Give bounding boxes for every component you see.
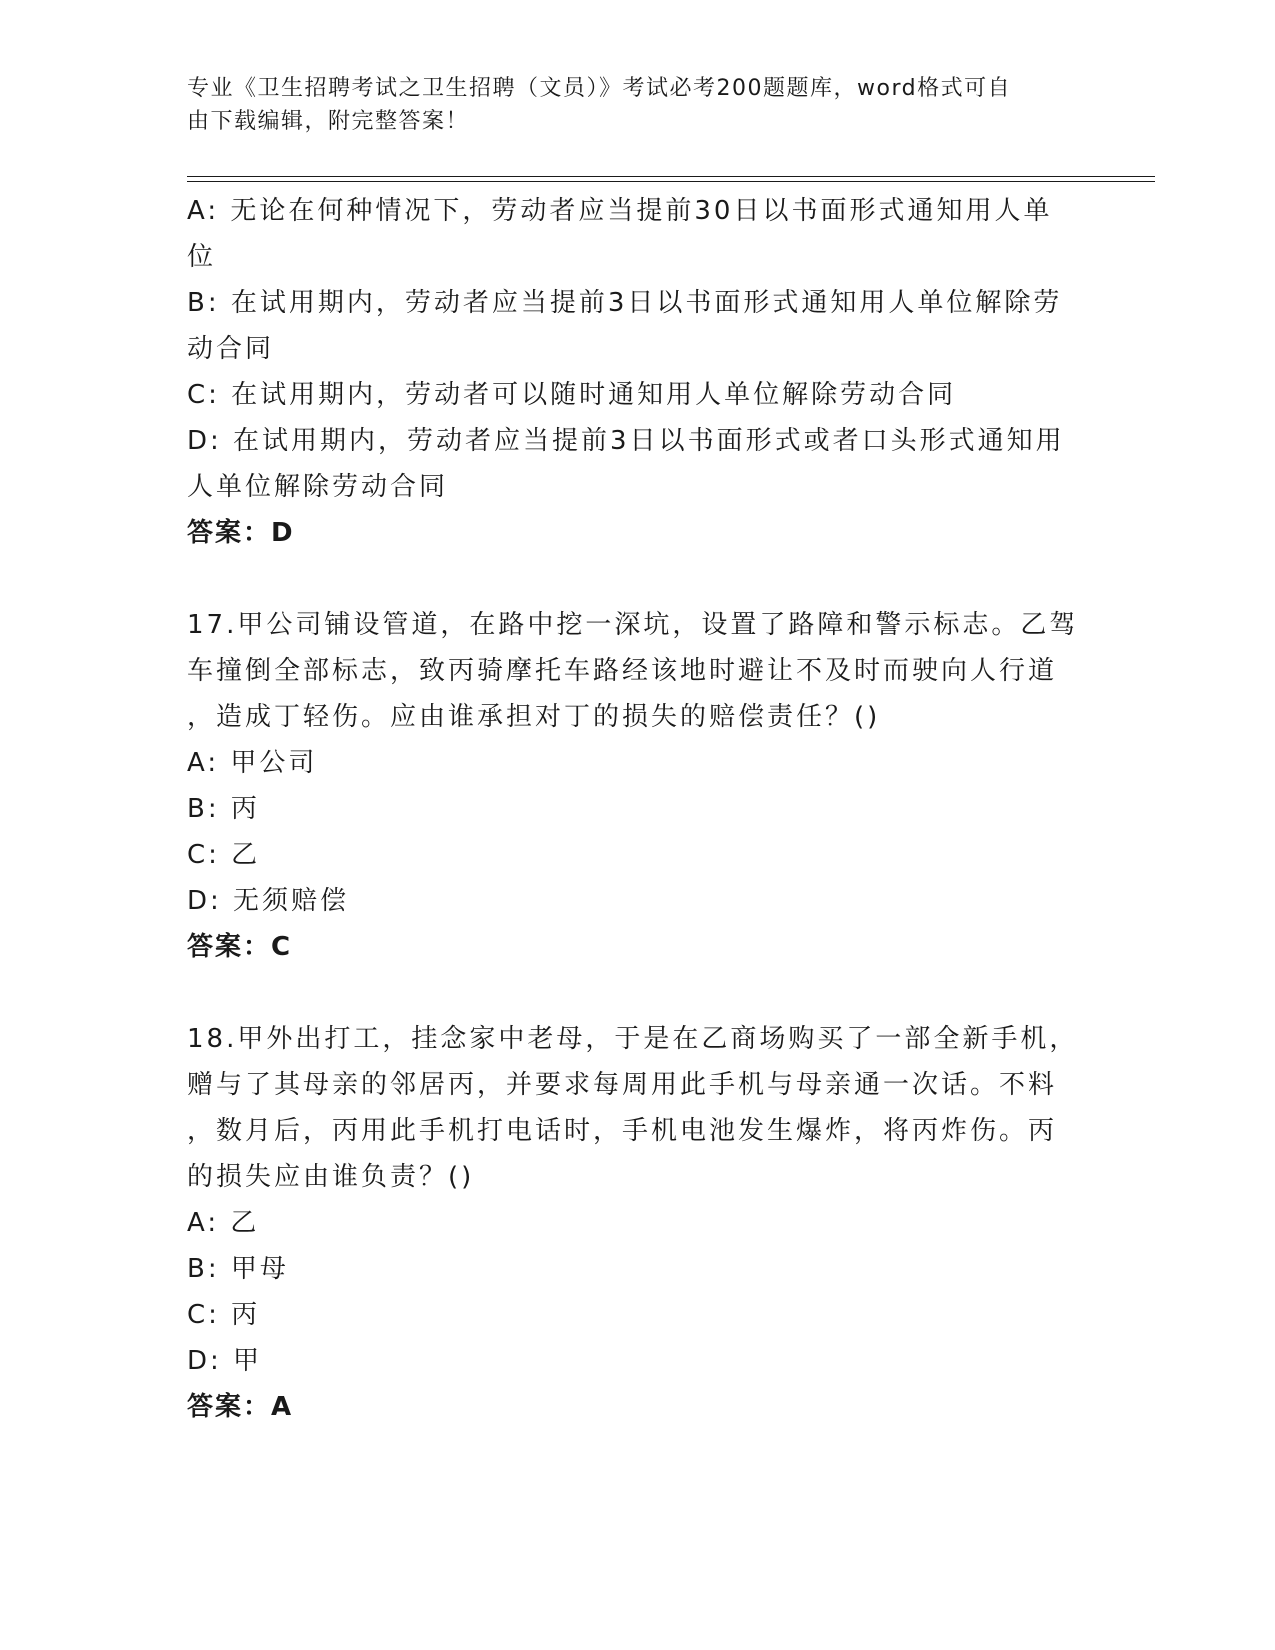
question-body — [187, 188, 1077, 1430]
option-line: B: 在试用期内，劳动者应当提前3日以书面形式通知用人单位解除劳 — [187, 288, 1063, 318]
header-divider — [187, 176, 1155, 177]
option-d: D: 甲 — [187, 1346, 263, 1376]
header-divider — [187, 181, 1155, 182]
option-b: B: 丙 — [187, 794, 260, 824]
option-a — [187, 188, 1077, 280]
option-d: D: 无须赔偿 — [187, 886, 350, 916]
option-b: B: 甲母 — [187, 1254, 289, 1284]
answer-label: 答案：A — [187, 1392, 294, 1422]
question-stem-line: ，造成丁轻伤。应由谁承担对丁的损失的赔偿责任？() — [187, 702, 881, 732]
question-stem-line: 的损失应由谁负责？() — [187, 1162, 475, 1192]
header-line: 专业《卫生招聘考试之卫生招聘（文员）》考试必考200题题库，word格式可自 — [187, 76, 1012, 101]
option-line: C: 在试用期内，劳动者可以随时通知用人单位解除劳动合同 — [187, 380, 957, 410]
option-line: 位 — [187, 242, 217, 272]
spacer — [187, 556, 1077, 602]
question-stem-line: 18.甲外出打工，挂念家中老母，于是在乙商场购买了一部全新手机， — [187, 1024, 1079, 1054]
question-stem-line: 赠与了其母亲的邻居丙，并要求每周用此手机与母亲通一次话。不料 — [187, 1070, 1058, 1100]
option-a: A: 乙 — [187, 1208, 260, 1238]
option-c: C: 乙 — [187, 840, 261, 870]
question-stem-line: ，数月后，丙用此手机打电话时，手机电池发生爆炸，将丙炸伤。丙 — [187, 1116, 1058, 1146]
option-c — [187, 372, 1077, 418]
option-c: C: 丙 — [187, 1300, 261, 1330]
header-line: 由下载编辑，附完整答案！ — [187, 109, 470, 134]
question-16 — [187, 188, 1077, 556]
answer-label: 答案：C — [187, 932, 293, 962]
option-line: 人单位解除劳动合同 — [187, 472, 449, 502]
option-line: D: 在试用期内，劳动者应当提前3日以书面形式或者口头形式通知用 — [187, 426, 1065, 456]
question-stem-line: 17.甲公司铺设管道，在路中挖一深坑，设置了路障和警示标志。乙驾 — [187, 610, 1079, 640]
option-a: A: 甲公司 — [187, 748, 318, 778]
option-line: A: 无论在何种情况下，劳动者应当提前30日以书面形式通知用人单 — [187, 196, 1053, 226]
question-17 — [187, 602, 1077, 970]
question-stem-line: 车撞倒全部标志，致丙骑摩托车路经该地时避让不及时而驶向人行道 — [187, 656, 1058, 686]
option-d — [187, 418, 1077, 510]
question-18 — [187, 1016, 1077, 1430]
spacer — [187, 970, 1077, 1016]
option-line: 动合同 — [187, 334, 275, 364]
answer-label: 答案：D — [187, 518, 295, 548]
document-header — [187, 72, 1067, 138]
option-b — [187, 280, 1077, 372]
